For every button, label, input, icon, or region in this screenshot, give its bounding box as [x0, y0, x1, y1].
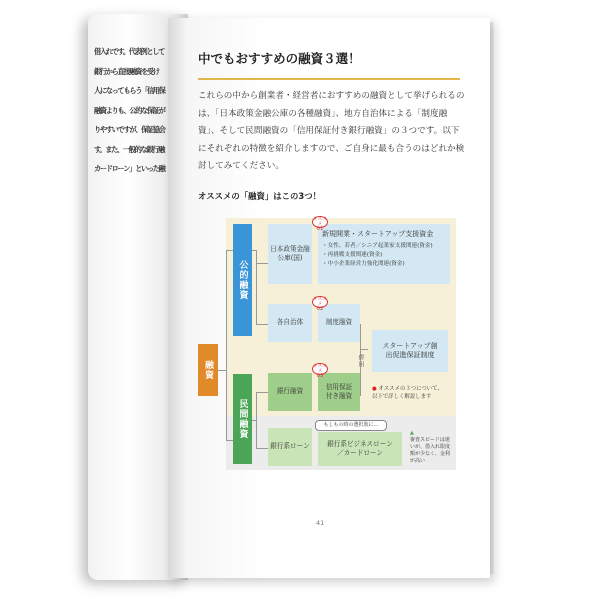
recommend-badge-02: オススメ 02: [313, 297, 327, 312]
public-financing-box: 公的融資: [233, 224, 252, 336]
alert-icon: ●: [372, 386, 377, 392]
subheading: オススメの「融資」はこの3つ！: [198, 191, 321, 201]
text-line: 銀行から直接融資を受け: [94, 66, 159, 76]
seido-loan-box: 制度融資: [318, 304, 360, 342]
speech-bubble: もしもの時の選択肢に…: [315, 420, 387, 431]
note-text: オススメの３つについて、以下で詳しく解説します: [372, 386, 443, 400]
text-line: 融資よりも、公的な保証が: [94, 105, 165, 115]
text-line: 人になってもらう「信用保: [94, 86, 165, 95]
text-line: カードローン」といった融: [94, 164, 165, 173]
jfc-box: 日本政策金融公庫(国): [268, 224, 312, 284]
root-financing-box: 融資: [198, 344, 218, 396]
jfc-program-item: ・女性、若者／シニア起業家支援関連(資金): [322, 242, 433, 249]
jfc-programs-box: [318, 224, 450, 284]
local-gov-box: 各自治体: [268, 304, 312, 342]
startup-guarantee-box: スタートアップ創出促進保証制度: [372, 330, 448, 372]
combined-label: 併用: [357, 354, 364, 368]
business-loan-box: 銀行系ビジネスローン／カードローン: [318, 432, 402, 466]
text-line: す。また、一般的な銀行融: [94, 144, 165, 154]
back-page-text: [94, 42, 166, 179]
page-title: 中でもおすすめの融資３選！: [198, 51, 361, 66]
jfc-program-item: ・中小企業経営力強化関連(資金): [322, 260, 405, 267]
note-text: 審査スピードは速いが、借入れ限度額が少なく、金利が高い: [410, 437, 451, 464]
body-text: これらの中から創業者・経営者におすすめの融資として挙げられるのは、「日本政策金融公庫の各種融資」、地方自治体による「制度融資」、そして民間融資の「信用保証付き銀行融資」の３つです。以下にそれぞれの特徴を紹介しますので、ご自身に最も合うのはどれか検討してみてください。: [198, 91, 465, 171]
recommend-badge-01: オススメ 01: [313, 217, 327, 232]
warning-icon: ▲: [410, 430, 414, 436]
text-line: りやすいですが、保証協会: [94, 125, 165, 134]
text-line: 借入れです。代表例として: [94, 47, 165, 56]
page-number: 41: [316, 519, 325, 527]
private-financing-box: 民間融資: [233, 374, 252, 464]
jfc-program-title: 新規開業・スタートアップ支援資金: [322, 230, 434, 238]
warning-note: [410, 430, 454, 465]
bank-loan-box: 銀行融資: [268, 373, 312, 411]
guaranteed-loan-box: 信用保証付き融資: [318, 373, 360, 411]
recommend-note: [372, 385, 447, 401]
jfc-program-item: ・再挑戦支援関連(資金): [322, 251, 383, 258]
recommend-badge-03: オススメ 03: [313, 364, 327, 379]
bank-card-loan-box: 銀行系ローン: [268, 428, 312, 466]
